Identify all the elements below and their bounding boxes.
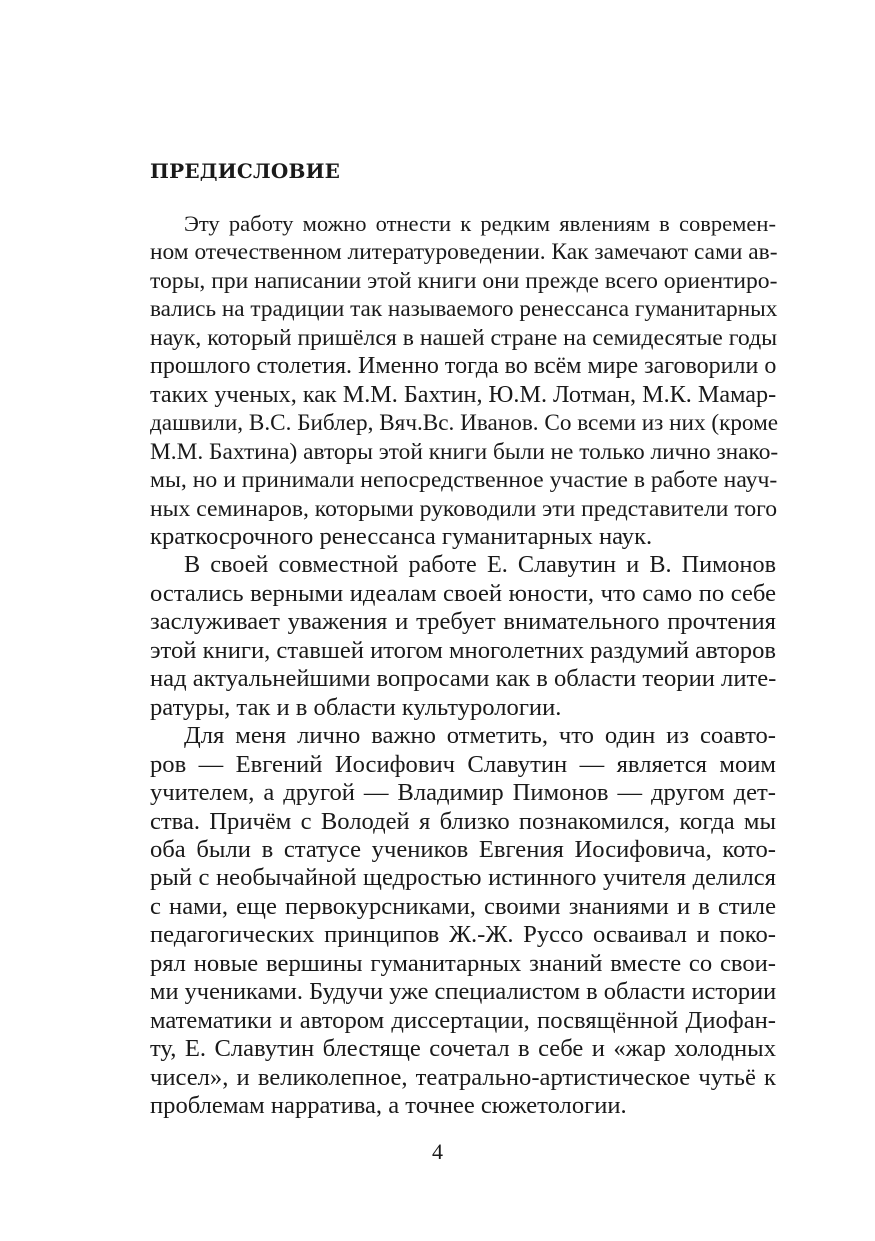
text-line: с нами, еще первокурсниками, своими знаниями и в стиле [150, 892, 776, 920]
text-line: краткосрочного ренессанса гуманитарных наук. [150, 522, 653, 550]
paragraph-1 [116, 210, 779, 551]
text-line: ных семинаров, которыми руководили эти представители того [150, 495, 778, 522]
text-line: оба были в статусе учеников Евгения Иосифовича, кото- [150, 835, 776, 863]
text-line: М.М. Бахтина) авторы этой книги были не только лично знако- [150, 438, 779, 465]
text-line: дашвили, В.С. Библер, Вяч.Вс. Иванов. Со всеми из них (кроме [150, 410, 779, 437]
text-line: чисел», и великолепное, театрально-артистическое чутьё к [150, 1063, 776, 1091]
text-line: остались верными идеалам своей юности, что само по себе [150, 579, 776, 607]
text-line: ров — Евгений Иосифович Славутин — является моим [150, 750, 776, 778]
text-line: математики и автором диссертации, посвящённой Диофан- [150, 1006, 776, 1034]
text-line: вались на традиции так называемого ренессанса гуманитарных [150, 296, 778, 323]
text-line: наук, который пришёлся в нашей стране на семидесятые годы [150, 324, 778, 351]
text-line: Для меня лично важно отметить, что один из соавто- [184, 722, 776, 750]
page-number: 4 [432, 1139, 443, 1164]
text-line: ном отечественном литературоведении. Как замечают сами ав- [150, 239, 778, 266]
paragraph-3 [116, 722, 776, 1120]
text-line: ту, Е. Славутин блестяще сочетал в себе и «жар холодных [150, 1035, 776, 1063]
text-line: ми учениками. Будучи уже специалистом в области истории [150, 978, 777, 1006]
text-line: учителем, а другой — Владимир Пимонов — другом дет- [150, 779, 776, 807]
text-line: рял новые вершины гуманитарных знаний вместе со свои- [150, 949, 776, 977]
text-line: заслуживает уважения и требует внимательного прочтения [150, 608, 776, 636]
text-line: ратуры, так и в области культурологии. [150, 693, 562, 721]
text-line: мы, но и принимали непосредственное участие в работе науч- [150, 467, 778, 494]
text-line: проблемам нарратива, а точнее сюжетологии. [150, 1092, 627, 1120]
text-line: над актуальнейшими вопросами как в области теории лите- [150, 665, 777, 693]
page-title: ПРЕДИСЛОВИЕ [150, 159, 341, 183]
page-body [116, 155, 779, 1121]
text-line: этой книги, ставшей итогом многолетних раздумий авторов [150, 636, 776, 664]
text-line: Эту работу можно отнести к редким явлениям в современ- [184, 211, 776, 236]
text-line: рый с необычайной щедростью истинного учителя делился [150, 864, 776, 892]
paragraph-2 [116, 551, 776, 722]
text-line: торы, при написании этой книги они прежде всего ориентиро- [150, 267, 778, 294]
text-line: таких ученых, как М.М. Бахтин, Ю.М. Лотман, М.К. Мамар- [150, 380, 777, 408]
text-line: ства. Причём с Володей я близко познакомился, когда мы [150, 807, 776, 835]
text-line: педагогических принципов Ж.-Ж. Руссо осваивал и поко- [150, 921, 776, 949]
text-line: В своей совместной работе Е. Славутин и В. Пимонов [184, 551, 776, 579]
text-line: прошлого столетия. Именно тогда во всём мире заговорили о [150, 353, 777, 380]
